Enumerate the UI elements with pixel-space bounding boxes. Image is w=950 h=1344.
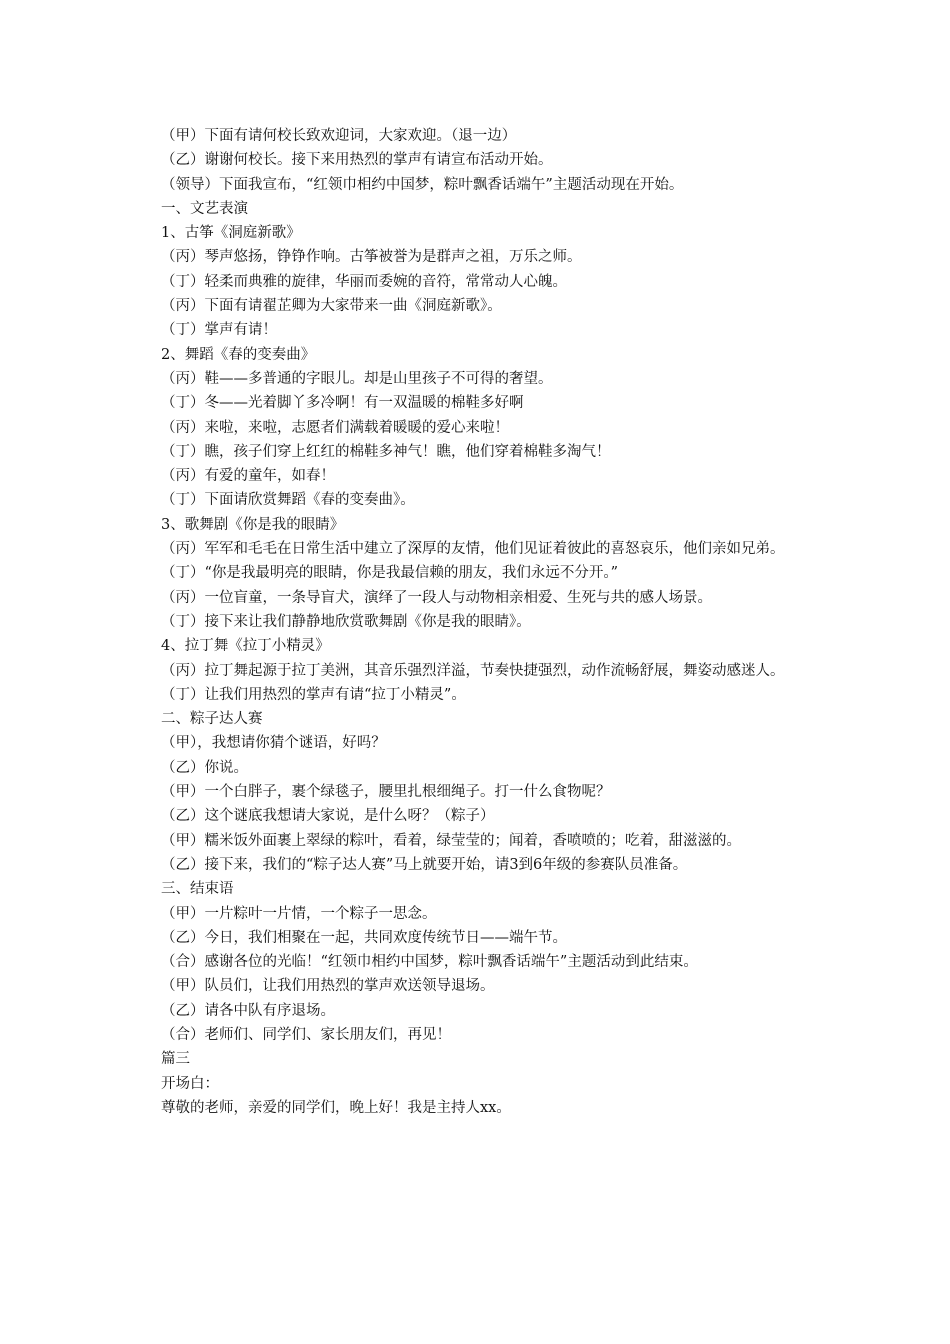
paragraph: （乙）谢谢何校长。接下来用热烈的掌声有请宣布活动开始。: [161, 152, 553, 169]
subsection-heading: 4、拉丁舞《拉丁小精灵》: [161, 638, 330, 655]
paragraph: （丙）来啦，来啦，志愿者们满载着暖暖的爱心来啦！: [161, 419, 509, 436]
paragraph: （丙）下面有请翟芷卿为大家带来一曲《洞庭新歌》。: [161, 298, 502, 315]
paragraph: （乙）接下来，我们的“粽子达人赛”马上就要开始，请3到6年级的参赛队员准备。: [161, 856, 688, 873]
section-heading: 三、结束语: [161, 881, 234, 898]
paragraph: （乙）今日，我们相聚在一起，共同欢度传统节日——端午节。: [161, 929, 567, 946]
paragraph: （丙）鞋——多普通的字眼儿。却是山里孩子不可得的奢望。: [161, 370, 553, 387]
paragraph: （甲）下面有请何校长致欢迎词，大家欢迎。（退一边）: [161, 128, 517, 144]
subsection-heading: 3、歌舞剧《你是我的眼睛》: [161, 516, 345, 533]
paragraph: （合）老师们、同学们、家长朋友们，再见！: [161, 1026, 451, 1043]
paragraph: 尊敬的老师，亲爱的同学们，晚上好！我是主持人xx。: [161, 1099, 511, 1116]
paragraph: （甲）一个白胖子，裹个绿毯子，腰里扎根细绳子。打一什么食物呢？: [161, 784, 611, 801]
paragraph: （丙）一位盲童，一条导盲犬，演绎了一段人与动物相亲相爱、生死与共的感人场景。: [161, 589, 712, 606]
subsection-heading: 1、古筝《洞庭新歌》: [161, 225, 301, 242]
paragraph: （乙）你说。: [161, 759, 248, 776]
paragraph: （丁）瞧，孩子们穿上红红的棉鞋多神气！瞧，他们穿着棉鞋多淘气！: [161, 443, 611, 460]
section-heading: 一、文艺表演: [161, 200, 248, 217]
paragraph: （甲）一片粽叶一片情，一个粽子一思念。: [161, 905, 437, 922]
paragraph: （甲）糯米饭外面裹上翠绿的粽叶，看着，绿莹莹的；闻着，香喷喷的；吃着，甜滋滋的。: [161, 832, 741, 849]
paragraph: （甲），我想请你猜个谜语，好吗？: [161, 735, 386, 752]
paragraph: （丁）轻柔而典雅的旋律，华丽而委婉的音符，常常动人心魄。: [161, 273, 567, 290]
paragraph: （丁）冬——光着脚丫多冷啊！有一双温暖的棉鞋多好啊: [161, 395, 524, 412]
part-heading: 篇三: [161, 1051, 190, 1068]
paragraph: （合）感谢各位的光临！“红领巾相约中国梦，粽叶飘香话端午”主题活动到此结束。: [161, 954, 698, 971]
paragraph: （丁）“你是我最明亮的眼睛，你是我最信赖的朋友，我们永远不分开。”: [161, 565, 619, 582]
paragraph: （丁）下面请欣赏舞蹈《春的变奏曲》。: [161, 492, 415, 509]
paragraph: （乙）请各中队有序退场。: [161, 1002, 335, 1019]
paragraph: （丙）琴声悠扬，铮铮作响。古筝被誉为是群声之祖，万乐之师。: [161, 249, 582, 266]
paragraph: （丙）有爱的童年，如春！: [161, 468, 335, 485]
paragraph: 开场白：: [161, 1075, 219, 1092]
paragraph: （乙）这个谜底我想请大家说，是什么呀？（粽子）: [161, 808, 495, 825]
paragraph: （甲）队员们，让我们用热烈的掌声欢送领导退场。: [161, 978, 495, 995]
section-heading: 二、粽子达人赛: [161, 711, 263, 728]
document-body: [145, 124, 805, 1120]
paragraph: （丁）掌声有请！: [161, 322, 277, 339]
subsection-heading: 2、舞蹈《春的变奏曲》: [161, 346, 316, 363]
paragraph: （丁）接下来让我们静静地欣赏歌舞剧《你是我的眼睛》。: [161, 613, 531, 630]
paragraph: （丙）军军和毛毛在日常生活中建立了深厚的友情，他们见证着彼此的喜怒哀乐，他们亲如兄弟。: [161, 541, 785, 558]
paragraph: （丁）让我们用热烈的掌声有请“拉丁小精灵”。: [161, 686, 466, 703]
paragraph: （丙）拉丁舞起源于拉丁美洲，其音乐强烈洋溢，节奏快捷强烈，动作流畅舒展，舞姿动感迷人。: [161, 662, 785, 679]
paragraph: （领导）下面我宣布，“红领巾相约中国梦，粽叶飘香话端午”主题活动现在开始。: [161, 176, 684, 193]
